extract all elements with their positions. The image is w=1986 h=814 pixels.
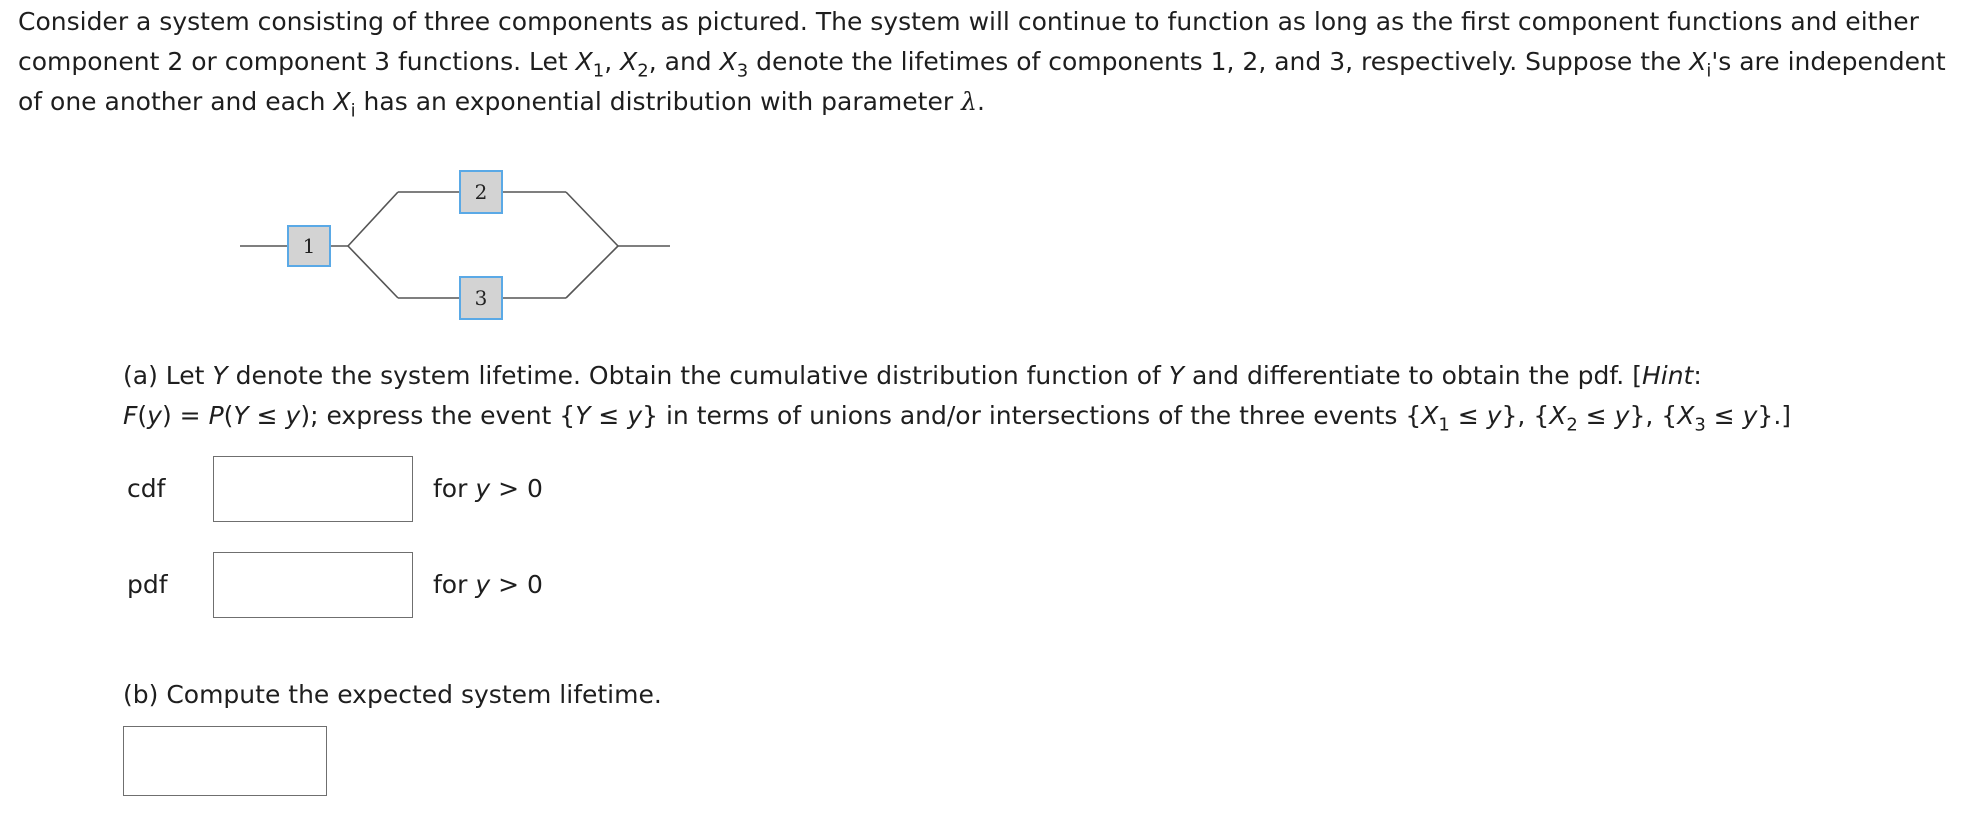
part-a-text-end: }.] [1757,401,1792,430]
subscript-3: 3 [1694,414,1706,436]
system-diagram [238,160,678,334]
subscript-2: 2 [1566,414,1578,436]
var-y-lower: y [1614,401,1630,430]
component-boxes [288,171,502,319]
pdf-answer-input[interactable] [213,552,413,618]
var-y-lower: y [285,401,301,430]
problem-statement [18,2,1973,122]
part-a-text-1: (a) Let [123,361,213,390]
part-a-text-2: denote the system lifetime. Obtain the cumulative distribution function of [227,361,1169,390]
cond-for: for [433,474,476,503]
component-1-label: 1 [302,234,316,258]
var-p: P [208,401,224,430]
leq-symbol: ≤ [248,401,286,430]
cond-gt-zero: > 0 [490,570,543,599]
period: . [976,87,985,116]
part-a-text-4: ); express the event { [300,401,576,430]
paren-equals: ) = [161,401,209,430]
component-3-label: 3 [474,286,488,310]
join-upper-line [566,192,618,246]
subscript-2: 2 [637,60,649,82]
intro-text-3: 's are independent of one another and each [18,47,1946,116]
leq-symbol: ≤ [590,401,628,430]
split-lower-line [348,246,398,298]
subscript-i: i [350,100,356,122]
component-2-label: 2 [474,180,488,204]
lambda-symbol: λ [961,87,977,116]
split-upper-line [348,192,398,246]
paren: ( [223,401,234,430]
var-y-lower: y [475,474,491,503]
var-y-lower: y [475,570,491,599]
leq-symbol: ≤ [1449,401,1487,430]
var-x: X [333,87,351,116]
var-x: X [575,47,593,76]
var-x: X [1677,401,1695,430]
var-y: Y [212,361,228,390]
var-x: X [719,47,737,76]
pdf-label: pdf [127,570,168,599]
brace-sep: }, { [1501,401,1550,430]
cond-gt-zero: > 0 [490,474,543,503]
part-a-text-5: } in terms of unions and/or intersections of the three events { [642,401,1422,430]
intro-text-1: Consider a system consisting of three components as pictured. The system will continue to function as long as the first component functions and either component 2 or component 3 functions. Let [18,7,1919,76]
paren: ( [137,401,148,430]
intro-text-2: denote the lifetimes of components 1, 2, and 3, respectively. Suppose the [748,47,1690,76]
comma: , [604,47,621,76]
subscript-3: 3 [736,60,749,82]
and-text: , and [648,47,720,76]
var-f: F [123,401,138,430]
cond-for: for [433,570,476,599]
var-x: X [1689,47,1707,76]
var-x: X [1421,401,1439,430]
leq-symbol: ≤ [1705,401,1743,430]
expected-lifetime-answer-input[interactable] [123,726,327,796]
leq-symbol: ≤ [1577,401,1615,430]
cdf-answer-input[interactable] [213,456,413,522]
var-y: Y [233,401,249,430]
subscript-i: i [1706,60,1712,82]
series-parallel-diagram [238,160,678,330]
var-x: X [1549,401,1567,430]
hint-label: Hint [1641,361,1694,390]
part-b-question: (b) Compute the expected system lifetime. [123,680,662,709]
var-y-lower: y [1486,401,1502,430]
var-y: Y [575,401,591,430]
part-a-text-3: and differentiate to obtain the pdf. [ [1184,361,1642,390]
subscript-1: 1 [592,60,605,82]
pdf-condition [433,570,543,599]
brace-sep: }, { [1629,401,1678,430]
var-y: Y [1168,361,1185,390]
cdf-condition [433,474,543,503]
cdf-label: cdf [127,474,166,503]
join-lower-line [566,246,618,298]
intro-text-4: has an exponential distribution with parameter [355,87,962,116]
part-a-question [123,356,1973,436]
var-y-lower: y [1742,401,1758,430]
var-x: X [620,47,638,76]
var-y-lower: y [627,401,643,430]
colon: : [1693,361,1702,390]
subscript-1: 1 [1438,414,1450,436]
var-y-lower: y [147,401,162,430]
